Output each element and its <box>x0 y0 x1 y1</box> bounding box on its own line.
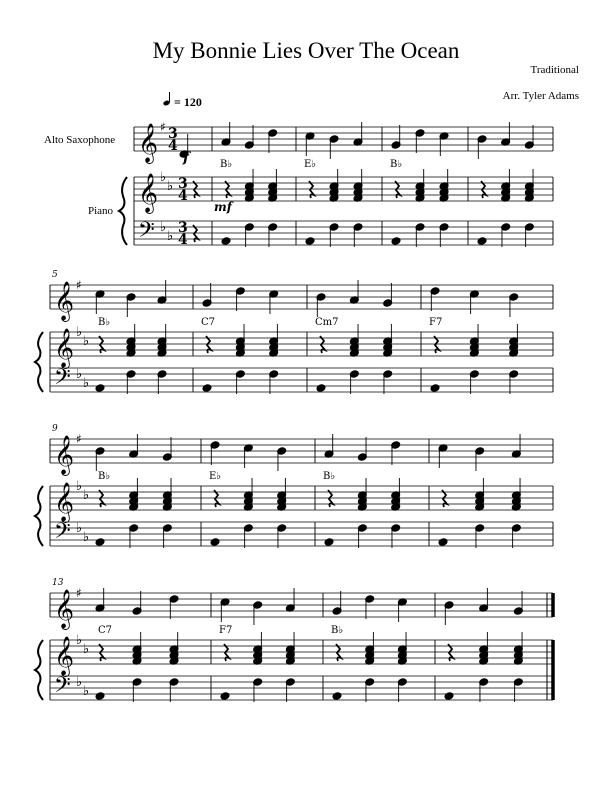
notehead <box>95 692 105 700</box>
chord-symbol: B♭ <box>331 625 344 636</box>
quarter-rest <box>214 490 219 507</box>
treble-clef-icon: 𝄞 <box>138 173 159 213</box>
quarter-rest <box>224 644 229 661</box>
tempo-marking: = 120 <box>174 95 202 109</box>
notehead <box>444 692 454 700</box>
quarter-rest <box>99 336 104 353</box>
key-signature-flat: ♭ <box>160 170 167 185</box>
key-signature-flat: ♭ <box>83 684 90 699</box>
piano-brace <box>119 177 127 245</box>
treble-clef-icon: 𝄞 <box>138 123 159 163</box>
key-signature-flat: ♭ <box>160 220 167 235</box>
piano-brace <box>35 332 43 392</box>
notehead <box>95 538 105 546</box>
treble-clef-icon: 𝄞 <box>54 281 75 321</box>
chord-symbol: F7 <box>429 317 443 328</box>
time-signature-top: 3 <box>168 126 178 142</box>
time-signature-bottom: 4 <box>168 138 178 154</box>
key-signature-flat: ♭ <box>76 521 83 536</box>
key-signature-flat: ♭ <box>76 325 83 340</box>
notehead <box>316 384 326 392</box>
quarter-rest <box>99 644 104 661</box>
notehead <box>430 384 440 392</box>
measure-number: 9 <box>52 424 58 434</box>
notehead <box>220 692 230 700</box>
bass-clef-icon: 𝄢 <box>54 673 71 703</box>
quarter-rest <box>225 181 230 198</box>
bass-clef-icon: 𝄢 <box>54 519 71 549</box>
chord-symbol: E♭ <box>209 471 222 482</box>
notehead <box>332 692 342 700</box>
quarter-rest <box>395 181 400 198</box>
key-signature-sharp: ♯ <box>160 120 166 134</box>
key-signature-flat: ♭ <box>167 179 174 194</box>
key-signature-sharp: ♯ <box>76 432 82 446</box>
chord-symbol: E♭ <box>304 159 317 170</box>
chord-symbol: F7 <box>219 625 233 636</box>
time-signature-top: 3 <box>178 176 188 192</box>
key-signature-flat: ♭ <box>76 367 83 382</box>
key-signature-sharp: ♯ <box>76 278 82 292</box>
key-signature-flat: ♭ <box>76 675 83 690</box>
bass-clef-icon: 𝄢 <box>54 365 71 395</box>
quarter-rest <box>336 644 341 661</box>
chord-symbol: B♭ <box>98 471 111 482</box>
key-signature-flat: ♭ <box>76 633 83 648</box>
time-signature-bottom: 4 <box>178 188 188 204</box>
notehead <box>221 237 231 245</box>
notehead <box>477 237 487 245</box>
chord-symbol: C7 <box>201 317 216 328</box>
treble-clef-icon: 𝄞 <box>54 482 75 522</box>
bass-clef-icon: 𝄢 <box>138 218 155 248</box>
measure-number: 5 <box>52 270 58 280</box>
composer: Traditional <box>530 64 579 76</box>
quarter-rest <box>193 181 198 198</box>
quarter-rest <box>448 644 453 661</box>
chord-symbol: B♭ <box>390 159 403 170</box>
notehead <box>202 384 212 392</box>
dynamic-marking: mf <box>214 200 232 214</box>
treble-clef-icon: 𝄞 <box>54 328 75 368</box>
piano-brace <box>35 640 43 700</box>
quarter-rest <box>193 225 198 242</box>
key-signature-flat: ♭ <box>76 479 83 494</box>
key-signature-flat: ♭ <box>83 530 90 545</box>
piano-brace <box>35 486 43 546</box>
time-signature-top: 3 <box>178 220 188 236</box>
quarter-rest <box>309 181 314 198</box>
score-title: My Bonnie Lies Over The Ocean <box>152 38 460 63</box>
measure-number: 13 <box>52 578 64 588</box>
arranger: Arr. Tyler Adams <box>502 90 579 102</box>
quarter-rest <box>99 490 104 507</box>
quarter-rest <box>328 490 333 507</box>
notehead <box>305 237 315 245</box>
quarter-rest <box>320 336 325 353</box>
chord-symbol: C7 <box>98 625 113 636</box>
quarter-rest <box>434 336 439 353</box>
quarter-rest <box>442 490 447 507</box>
key-signature-flat: ♭ <box>167 229 174 244</box>
notehead <box>95 384 105 392</box>
dynamic-marking: f <box>183 150 190 166</box>
notehead <box>324 538 334 546</box>
treble-clef-icon: 𝄞 <box>54 636 75 676</box>
notehead <box>210 538 220 546</box>
key-signature-flat: ♭ <box>83 334 90 349</box>
treble-clef-icon: 𝄞 <box>54 589 75 629</box>
key-signature-flat: ♭ <box>83 642 90 657</box>
chord-symbol: B♭ <box>98 317 111 328</box>
notehead <box>438 538 448 546</box>
time-signature-bottom: 4 <box>178 232 188 248</box>
key-signature-flat: ♭ <box>83 376 90 391</box>
treble-clef-icon: 𝄞 <box>54 435 75 475</box>
instrument-label-sax: Alto Saxophone <box>44 134 116 146</box>
instrument-label-piano: Piano <box>88 205 114 217</box>
chord-symbol: Cm7 <box>315 317 339 328</box>
quarter-rest <box>481 181 486 198</box>
chord-symbol: B♭ <box>323 471 336 482</box>
chord-symbol: B♭ <box>220 159 233 170</box>
key-signature-sharp: ♯ <box>76 586 82 600</box>
quarter-rest <box>206 336 211 353</box>
notehead <box>391 237 401 245</box>
key-signature-flat: ♭ <box>83 488 90 503</box>
